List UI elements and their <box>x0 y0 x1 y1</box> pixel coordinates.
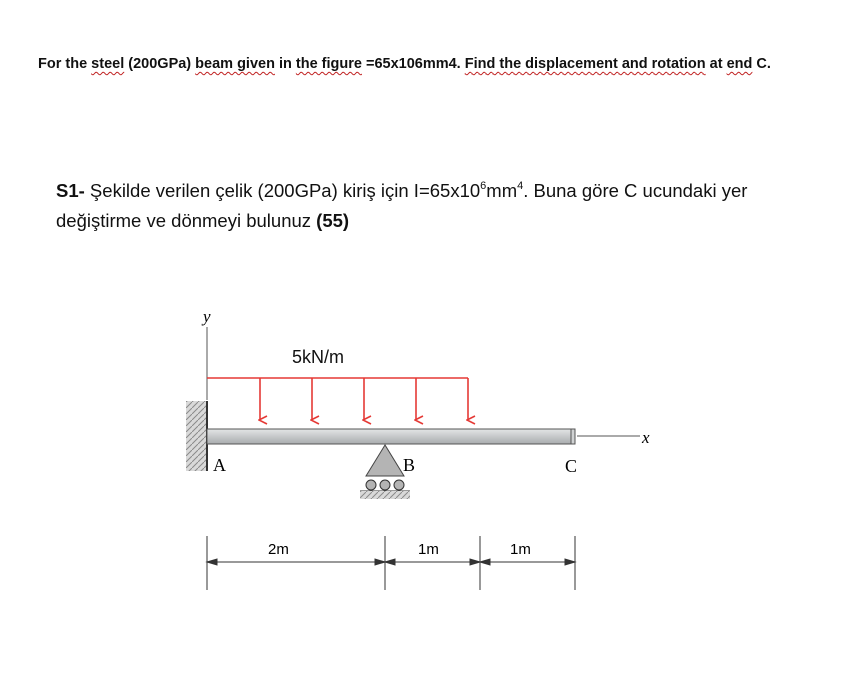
spellcheck-word: beam given <box>195 56 275 72</box>
y-axis-label: y <box>203 307 211 326</box>
dim-ab-label: 2m <box>268 541 289 558</box>
spellcheck-word: steel <box>91 56 125 72</box>
point-c-label: C <box>565 456 578 476</box>
spellcheck-word: Find the displacement and rotation <box>464 56 706 72</box>
spellcheck-word: end <box>726 56 753 72</box>
point-a-label: A <box>213 455 226 475</box>
question-points: (55) <box>316 210 350 231</box>
fixed-wall <box>186 401 207 471</box>
question-turkish: S1- Şekilde verilen çelik (200GPa) kiriş için $I=65x10^6mm^4$. Buna göre C ucundaki yer değiştirme ve dönmeyi bulunuz (55) <box>56 180 748 231</box>
dim-b2-label: 1m <box>510 541 531 558</box>
question-english: For the steel (200GPa) beam given in the figure =65x106mm4. Find the displacement and rotation at end C. <box>38 56 771 72</box>
question-number: S1- <box>56 180 85 201</box>
beam-end-c <box>571 429 575 444</box>
dim-b1-label: 1m <box>418 541 439 558</box>
load-label: 5kN/m <box>292 347 345 367</box>
spellcheck-word: the figure <box>295 56 362 72</box>
x-axis-label: x <box>642 428 650 447</box>
distributed-load <box>207 378 468 420</box>
beam <box>207 429 575 444</box>
point-b-label: B <box>403 455 416 475</box>
